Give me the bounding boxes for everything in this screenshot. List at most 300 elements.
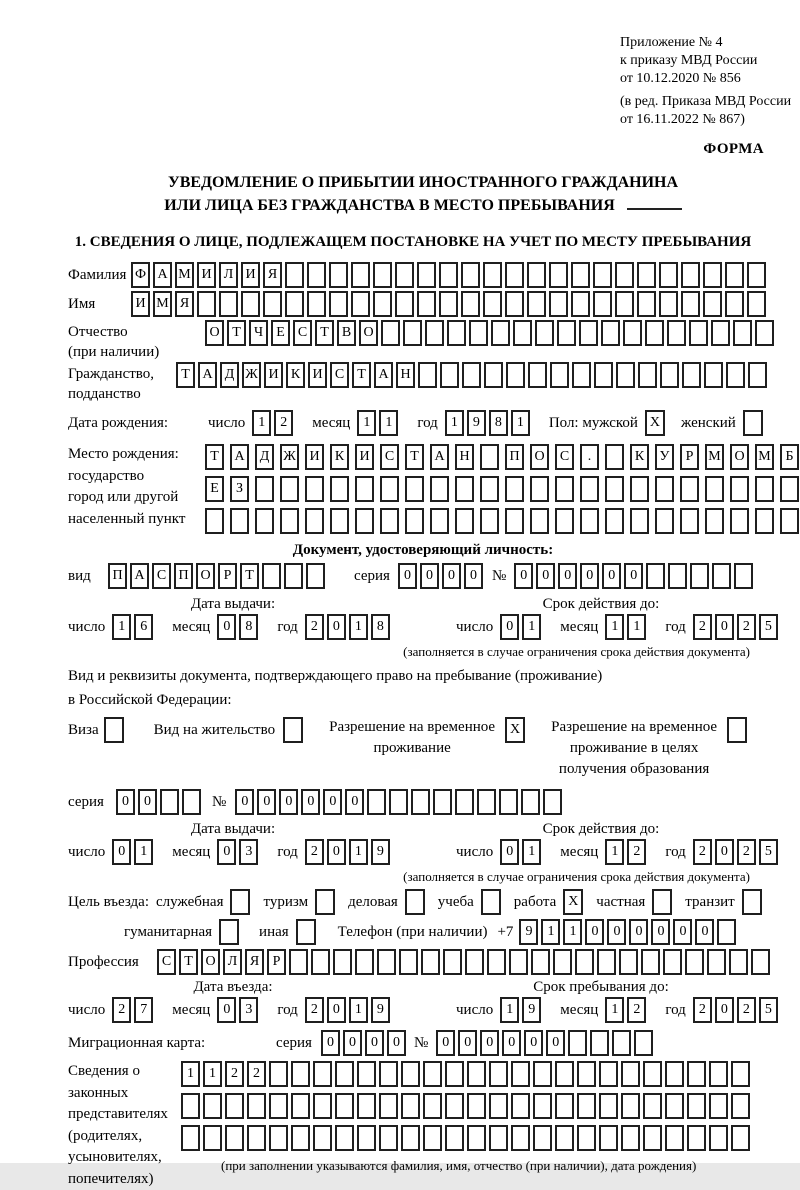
char-cell[interactable] [440, 362, 459, 388]
char-cell[interactable] [307, 291, 326, 317]
char-cell[interactable]: В [337, 320, 356, 346]
char-cell[interactable] [665, 1125, 684, 1151]
char-cell[interactable]: 1 [357, 410, 376, 436]
char-cell[interactable]: 0 [558, 563, 577, 589]
char-cell[interactable] [550, 362, 569, 388]
char-cell[interactable]: С [380, 444, 399, 470]
char-cell[interactable] [203, 1093, 222, 1119]
char-cell[interactable] [421, 949, 440, 975]
char-cell[interactable] [509, 949, 528, 975]
char-cell[interactable]: Р [680, 444, 699, 470]
char-cell[interactable]: 0 [546, 1030, 565, 1056]
char-cell[interactable] [284, 563, 303, 589]
char-cell[interactable] [655, 508, 674, 534]
char-cell[interactable]: 9 [467, 410, 486, 436]
char-cell[interactable]: С [157, 949, 176, 975]
char-cell[interactable] [401, 1125, 420, 1151]
char-cell[interactable]: 2 [112, 997, 131, 1023]
char-cell[interactable]: О [730, 444, 749, 470]
residence-permit-checkbox[interactable] [283, 717, 303, 743]
char-cell[interactable] [160, 789, 179, 815]
char-cell[interactable] [689, 320, 708, 346]
char-cell[interactable]: 0 [602, 563, 621, 589]
char-cell[interactable] [487, 949, 506, 975]
char-cell[interactable] [313, 1125, 332, 1151]
char-cell[interactable] [725, 262, 744, 288]
char-cell[interactable]: 0 [436, 1030, 455, 1056]
char-cell[interactable] [280, 508, 299, 534]
char-cell[interactable]: Ч [249, 320, 268, 346]
char-cell[interactable] [730, 508, 749, 534]
temp-residence-education-checkbox[interactable] [727, 717, 747, 743]
char-cell[interactable] [379, 1061, 398, 1087]
char-cell[interactable]: 1 [605, 997, 624, 1023]
char-cell[interactable] [230, 508, 249, 534]
char-cell[interactable] [506, 362, 525, 388]
char-cell[interactable]: 1 [541, 919, 560, 945]
char-cell[interactable] [480, 476, 499, 502]
char-cell[interactable] [461, 291, 480, 317]
char-cell[interactable] [605, 508, 624, 534]
char-cell[interactable]: 1 [252, 410, 271, 436]
char-cell[interactable]: 9 [519, 919, 538, 945]
char-cell[interactable]: 0 [327, 614, 346, 640]
char-cell[interactable] [499, 789, 518, 815]
char-cell[interactable] [528, 362, 547, 388]
char-cell[interactable] [445, 1093, 464, 1119]
char-cell[interactable] [703, 291, 722, 317]
char-cell[interactable] [655, 476, 674, 502]
char-cell[interactable] [395, 291, 414, 317]
char-cell[interactable] [527, 262, 546, 288]
char-cell[interactable] [417, 262, 436, 288]
char-cell[interactable] [709, 1125, 728, 1151]
char-cell[interactable] [555, 508, 574, 534]
char-cell[interactable] [291, 1061, 310, 1087]
char-cell[interactable]: И [264, 362, 283, 388]
char-cell[interactable] [726, 362, 745, 388]
char-cell[interactable] [734, 563, 753, 589]
char-cell[interactable] [313, 1093, 332, 1119]
char-cell[interactable]: 0 [651, 919, 670, 945]
char-cell[interactable]: 1 [445, 410, 464, 436]
char-cell[interactable]: Я [245, 949, 264, 975]
char-cell[interactable] [730, 476, 749, 502]
char-cell[interactable] [687, 1061, 706, 1087]
char-cell[interactable]: 1 [349, 997, 368, 1023]
char-cell[interactable]: 2 [305, 614, 324, 640]
char-cell[interactable] [430, 476, 449, 502]
char-cell[interactable]: Н [455, 444, 474, 470]
char-cell[interactable] [443, 949, 462, 975]
char-cell[interactable] [403, 320, 422, 346]
char-cell[interactable] [599, 1061, 618, 1087]
char-cell[interactable]: А [430, 444, 449, 470]
char-cell[interactable]: И [308, 362, 327, 388]
char-cell[interactable]: 8 [371, 614, 390, 640]
char-cell[interactable]: 1 [522, 839, 541, 865]
char-cell[interactable]: 0 [217, 839, 236, 865]
char-cell[interactable] [557, 320, 576, 346]
char-cell[interactable] [680, 476, 699, 502]
char-cell[interactable] [616, 362, 635, 388]
char-cell[interactable] [330, 508, 349, 534]
char-cell[interactable]: Л [219, 262, 238, 288]
char-cell[interactable] [577, 1125, 596, 1151]
char-cell[interactable]: 0 [327, 997, 346, 1023]
char-cell[interactable]: Т [352, 362, 371, 388]
char-cell[interactable] [491, 320, 510, 346]
char-cell[interactable]: Ж [242, 362, 261, 388]
purpose-other-checkbox[interactable] [296, 919, 316, 945]
char-cell[interactable] [690, 563, 709, 589]
char-cell[interactable]: Т [405, 444, 424, 470]
char-cell[interactable]: 0 [112, 839, 131, 865]
char-cell[interactable] [549, 291, 568, 317]
char-cell[interactable] [637, 291, 656, 317]
char-cell[interactable] [181, 1093, 200, 1119]
char-cell[interactable] [593, 291, 612, 317]
char-cell[interactable]: С [555, 444, 574, 470]
char-cell[interactable]: 5 [759, 839, 778, 865]
char-cell[interactable]: 0 [480, 1030, 499, 1056]
char-cell[interactable] [553, 949, 572, 975]
char-cell[interactable] [533, 1125, 552, 1151]
char-cell[interactable] [305, 476, 324, 502]
char-cell[interactable]: 1 [627, 614, 646, 640]
char-cell[interactable]: П [174, 563, 193, 589]
char-cell[interactable]: Е [205, 476, 224, 502]
char-cell[interactable]: 0 [715, 997, 734, 1023]
char-cell[interactable]: А [374, 362, 393, 388]
char-cell[interactable] [530, 508, 549, 534]
char-cell[interactable]: 8 [239, 614, 258, 640]
char-cell[interactable]: Р [218, 563, 237, 589]
char-cell[interactable] [511, 1125, 530, 1151]
char-cell[interactable] [351, 291, 370, 317]
char-cell[interactable] [330, 476, 349, 502]
char-cell[interactable] [555, 1093, 574, 1119]
char-cell[interactable]: 2 [627, 839, 646, 865]
char-cell[interactable] [489, 1061, 508, 1087]
char-cell[interactable] [405, 508, 424, 534]
char-cell[interactable]: 8 [489, 410, 508, 436]
char-cell[interactable] [425, 320, 444, 346]
purpose-private-checkbox[interactable] [652, 889, 672, 915]
char-cell[interactable]: 0 [500, 839, 519, 865]
char-cell[interactable] [399, 949, 418, 975]
char-cell[interactable]: 0 [301, 789, 320, 815]
char-cell[interactable] [577, 1093, 596, 1119]
char-cell[interactable] [380, 476, 399, 502]
char-cell[interactable] [241, 291, 260, 317]
char-cell[interactable]: 0 [624, 563, 643, 589]
purpose-transit-checkbox[interactable] [742, 889, 762, 915]
char-cell[interactable] [712, 563, 731, 589]
char-cell[interactable] [780, 476, 799, 502]
char-cell[interactable]: 0 [580, 563, 599, 589]
char-cell[interactable]: 9 [522, 997, 541, 1023]
char-cell[interactable] [439, 291, 458, 317]
char-cell[interactable]: 0 [257, 789, 276, 815]
char-cell[interactable] [205, 508, 224, 534]
char-cell[interactable] [663, 949, 682, 975]
char-cell[interactable] [373, 291, 392, 317]
char-cell[interactable]: А [230, 444, 249, 470]
char-cell[interactable] [555, 1125, 574, 1151]
char-cell[interactable] [605, 444, 624, 470]
char-cell[interactable] [489, 1093, 508, 1119]
char-cell[interactable] [335, 1125, 354, 1151]
char-cell[interactable] [599, 1125, 618, 1151]
char-cell[interactable] [597, 949, 616, 975]
char-cell[interactable]: О [201, 949, 220, 975]
char-cell[interactable] [590, 1030, 609, 1056]
char-cell[interactable]: 9 [371, 839, 390, 865]
char-cell[interactable]: 0 [365, 1030, 384, 1056]
char-cell[interactable] [681, 262, 700, 288]
char-cell[interactable]: 0 [442, 563, 461, 589]
char-cell[interactable]: А [198, 362, 217, 388]
char-cell[interactable] [755, 508, 774, 534]
char-cell[interactable]: 0 [502, 1030, 521, 1056]
char-cell[interactable] [182, 789, 201, 815]
char-cell[interactable]: 1 [605, 614, 624, 640]
char-cell[interactable]: Т [227, 320, 246, 346]
purpose-official-checkbox[interactable] [230, 889, 250, 915]
char-cell[interactable] [219, 291, 238, 317]
char-cell[interactable] [505, 291, 524, 317]
char-cell[interactable] [533, 1093, 552, 1119]
char-cell[interactable] [505, 262, 524, 288]
char-cell[interactable] [445, 1061, 464, 1087]
char-cell[interactable]: Я [263, 262, 282, 288]
char-cell[interactable] [531, 949, 550, 975]
char-cell[interactable]: С [293, 320, 312, 346]
char-cell[interactable]: 5 [759, 997, 778, 1023]
char-cell[interactable] [687, 1125, 706, 1151]
char-cell[interactable] [377, 949, 396, 975]
char-cell[interactable] [680, 508, 699, 534]
char-cell[interactable] [747, 262, 766, 288]
char-cell[interactable] [305, 508, 324, 534]
char-cell[interactable]: 0 [715, 839, 734, 865]
char-cell[interactable]: 0 [524, 1030, 543, 1056]
char-cell[interactable] [511, 1061, 530, 1087]
char-cell[interactable]: П [108, 563, 127, 589]
char-cell[interactable] [543, 789, 562, 815]
char-cell[interactable] [580, 508, 599, 534]
char-cell[interactable]: 6 [134, 614, 153, 640]
char-cell[interactable] [462, 362, 481, 388]
char-cell[interactable]: З [230, 476, 249, 502]
char-cell[interactable] [477, 789, 496, 815]
char-cell[interactable]: Д [255, 444, 274, 470]
char-cell[interactable] [707, 949, 726, 975]
char-cell[interactable] [367, 789, 386, 815]
char-cell[interactable] [505, 508, 524, 534]
char-cell[interactable]: С [330, 362, 349, 388]
char-cell[interactable]: 2 [305, 997, 324, 1023]
char-cell[interactable]: М [705, 444, 724, 470]
char-cell[interactable] [659, 291, 678, 317]
char-cell[interactable] [580, 476, 599, 502]
char-cell[interactable] [731, 1125, 750, 1151]
char-cell[interactable] [291, 1125, 310, 1151]
char-cell[interactable] [311, 949, 330, 975]
char-cell[interactable] [643, 1061, 662, 1087]
char-cell[interactable] [705, 476, 724, 502]
char-cell[interactable] [380, 508, 399, 534]
char-cell[interactable] [225, 1125, 244, 1151]
char-cell[interactable] [335, 1061, 354, 1087]
char-cell[interactable]: 0 [458, 1030, 477, 1056]
char-cell[interactable]: 2 [693, 614, 712, 640]
char-cell[interactable] [731, 1061, 750, 1087]
char-cell[interactable]: 0 [420, 563, 439, 589]
char-cell[interactable]: Д [220, 362, 239, 388]
char-cell[interactable]: И [305, 444, 324, 470]
char-cell[interactable]: 0 [387, 1030, 406, 1056]
char-cell[interactable]: 0 [321, 1030, 340, 1056]
char-cell[interactable] [285, 262, 304, 288]
char-cell[interactable]: 0 [536, 563, 555, 589]
char-cell[interactable] [203, 1125, 222, 1151]
char-cell[interactable] [577, 1061, 596, 1087]
char-cell[interactable] [505, 476, 524, 502]
char-cell[interactable]: 0 [695, 919, 714, 945]
char-cell[interactable]: Р [267, 949, 286, 975]
char-cell[interactable] [667, 320, 686, 346]
char-cell[interactable] [780, 508, 799, 534]
char-cell[interactable] [555, 476, 574, 502]
char-cell[interactable]: О [196, 563, 215, 589]
char-cell[interactable] [645, 320, 664, 346]
char-cell[interactable]: 0 [398, 563, 417, 589]
char-cell[interactable]: Н [396, 362, 415, 388]
char-cell[interactable] [262, 563, 281, 589]
char-cell[interactable]: 0 [585, 919, 604, 945]
char-cell[interactable]: А [153, 262, 172, 288]
char-cell[interactable]: 2 [225, 1061, 244, 1087]
char-cell[interactable] [489, 1125, 508, 1151]
char-cell[interactable] [527, 291, 546, 317]
char-cell[interactable]: 5 [759, 614, 778, 640]
char-cell[interactable] [439, 262, 458, 288]
char-cell[interactable]: 1 [112, 614, 131, 640]
char-cell[interactable] [641, 949, 660, 975]
char-cell[interactable]: 2 [305, 839, 324, 865]
temp-residence-checkbox[interactable]: X [505, 717, 525, 743]
char-cell[interactable] [381, 320, 400, 346]
char-cell[interactable]: 1 [203, 1061, 222, 1087]
char-cell[interactable] [379, 1125, 398, 1151]
char-cell[interactable]: 0 [323, 789, 342, 815]
char-cell[interactable]: А [130, 563, 149, 589]
char-cell[interactable]: Л [223, 949, 242, 975]
char-cell[interactable]: 1 [349, 614, 368, 640]
char-cell[interactable] [709, 1061, 728, 1087]
char-cell[interactable] [530, 476, 549, 502]
char-cell[interactable]: Ж [280, 444, 299, 470]
char-cell[interactable] [306, 563, 325, 589]
char-cell[interactable] [659, 262, 678, 288]
char-cell[interactable]: 2 [693, 839, 712, 865]
char-cell[interactable] [480, 444, 499, 470]
char-cell[interactable]: 2 [274, 410, 293, 436]
char-cell[interactable]: 0 [116, 789, 135, 815]
char-cell[interactable]: С [152, 563, 171, 589]
char-cell[interactable] [687, 1093, 706, 1119]
char-cell[interactable] [549, 262, 568, 288]
char-cell[interactable] [709, 1093, 728, 1119]
char-cell[interactable] [705, 508, 724, 534]
char-cell[interactable] [717, 919, 736, 945]
char-cell[interactable] [733, 320, 752, 346]
char-cell[interactable]: 0 [235, 789, 254, 815]
char-cell[interactable] [729, 949, 748, 975]
char-cell[interactable]: 0 [327, 839, 346, 865]
char-cell[interactable] [285, 291, 304, 317]
char-cell[interactable] [225, 1093, 244, 1119]
char-cell[interactable] [711, 320, 730, 346]
purpose-humanitarian-checkbox[interactable] [219, 919, 239, 945]
char-cell[interactable] [634, 1030, 653, 1056]
char-cell[interactable]: 0 [673, 919, 692, 945]
char-cell[interactable]: 3 [239, 997, 258, 1023]
char-cell[interactable] [447, 320, 466, 346]
char-cell[interactable] [593, 262, 612, 288]
sex-female-checkbox[interactable] [743, 410, 763, 436]
char-cell[interactable]: Т [179, 949, 198, 975]
char-cell[interactable] [269, 1093, 288, 1119]
char-cell[interactable]: К [630, 444, 649, 470]
char-cell[interactable] [423, 1093, 442, 1119]
char-cell[interactable] [575, 949, 594, 975]
char-cell[interactable] [255, 508, 274, 534]
char-cell[interactable] [467, 1093, 486, 1119]
char-cell[interactable]: 0 [464, 563, 483, 589]
char-cell[interactable]: 0 [217, 997, 236, 1023]
char-cell[interactable] [646, 563, 665, 589]
char-cell[interactable] [401, 1061, 420, 1087]
char-cell[interactable] [483, 291, 502, 317]
char-cell[interactable] [630, 476, 649, 502]
char-cell[interactable] [445, 1125, 464, 1151]
char-cell[interactable] [703, 262, 722, 288]
char-cell[interactable]: К [330, 444, 349, 470]
char-cell[interactable]: К [286, 362, 305, 388]
purpose-study-checkbox[interactable] [481, 889, 501, 915]
char-cell[interactable] [665, 1061, 684, 1087]
char-cell[interactable] [621, 1093, 640, 1119]
char-cell[interactable]: Ф [131, 262, 150, 288]
char-cell[interactable] [521, 789, 540, 815]
char-cell[interactable]: 0 [629, 919, 648, 945]
char-cell[interactable] [197, 291, 216, 317]
char-cell[interactable]: 7 [134, 997, 153, 1023]
char-cell[interactable] [579, 320, 598, 346]
char-cell[interactable]: М [153, 291, 172, 317]
char-cell[interactable]: О [205, 320, 224, 346]
char-cell[interactable]: 2 [247, 1061, 266, 1087]
char-cell[interactable] [725, 291, 744, 317]
char-cell[interactable] [638, 362, 657, 388]
char-cell[interactable] [289, 949, 308, 975]
char-cell[interactable] [747, 291, 766, 317]
char-cell[interactable]: Т [176, 362, 195, 388]
char-cell[interactable] [668, 563, 687, 589]
